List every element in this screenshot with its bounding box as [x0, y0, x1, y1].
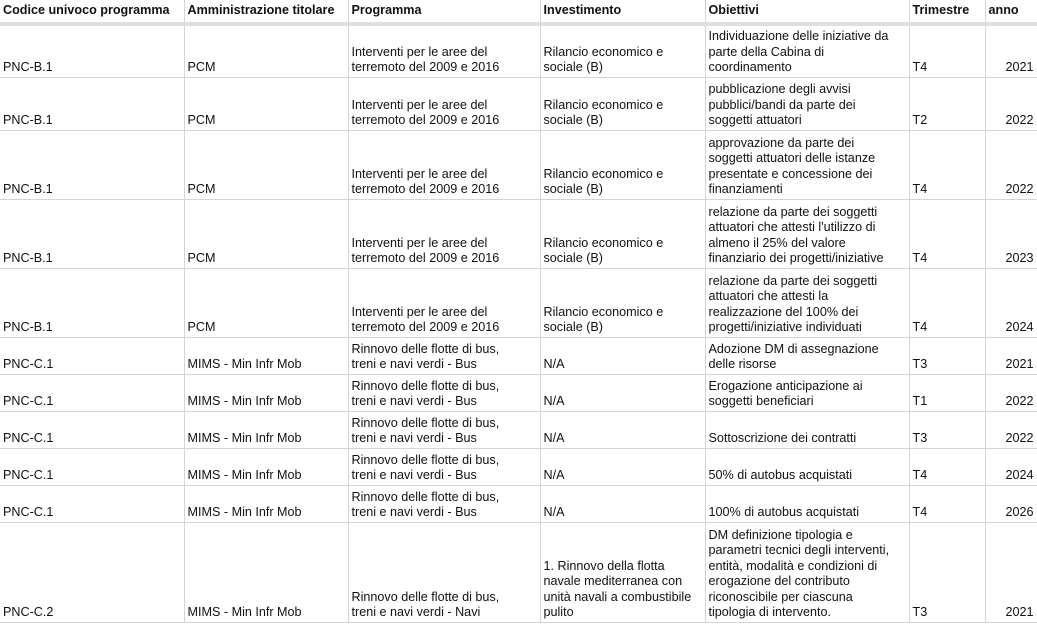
cell-investimento[interactable]: N/A — [540, 448, 705, 485]
table-row — [0, 130, 1037, 199]
cell-anno[interactable]: 2021 — [985, 24, 1037, 77]
cell-programma[interactable]: Rinnovo delle flotte di bus, treni e navi verdi - Bus — [348, 337, 540, 374]
cell-amministrazione[interactable]: MIMS - Min Infr Mob — [184, 411, 348, 448]
cell-obiettivi[interactable]: Erogazione anticipazione ai soggetti beneficiari — [705, 374, 909, 411]
cell-trimestre[interactable]: T4 — [909, 199, 985, 268]
cell-programma[interactable]: Interventi per le aree del terremoto del 2009 e 2016 — [348, 130, 540, 199]
cell-trimestre[interactable]: T3 — [909, 337, 985, 374]
table-row — [0, 268, 1037, 337]
header-row — [0, 0, 1037, 24]
cell-anno[interactable]: 2022 — [985, 130, 1037, 199]
header-amministrazione[interactable]: Amministrazione titolare — [184, 0, 348, 24]
cell-codice[interactable]: PNC-B.1 — [0, 199, 184, 268]
cell-investimento[interactable]: N/A — [540, 411, 705, 448]
cell-trimestre[interactable]: T3 — [909, 522, 985, 622]
cell-investimento[interactable]: Rilancio economico e sociale (B) — [540, 130, 705, 199]
cell-trimestre[interactable]: T4 — [909, 130, 985, 199]
cell-programma[interactable]: Rinnovo delle flotte di bus, treni e navi verdi - Bus — [348, 448, 540, 485]
table-row — [0, 448, 1037, 485]
cell-investimento[interactable]: Rilancio economico e sociale (B) — [540, 77, 705, 130]
cell-obiettivi[interactable]: pubblicazione degli avvisi pubblici/bandi da parte dei soggetti attuatori — [705, 77, 909, 130]
cell-anno[interactable]: 2021 — [985, 337, 1037, 374]
cell-codice[interactable]: PNC-B.1 — [0, 24, 184, 77]
cell-codice[interactable]: PNC-B.1 — [0, 268, 184, 337]
cell-amministrazione[interactable]: MIMS - Min Infr Mob — [184, 374, 348, 411]
cell-codice[interactable]: PNC-C.1 — [0, 485, 184, 522]
cell-trimestre[interactable]: T1 — [909, 374, 985, 411]
cell-trimestre[interactable]: T4 — [909, 485, 985, 522]
cell-codice[interactable]: PNC-C.1 — [0, 411, 184, 448]
cell-amministrazione[interactable]: PCM — [184, 24, 348, 77]
cell-programma[interactable]: Interventi per le aree del terremoto del 2009 e 2016 — [348, 268, 540, 337]
cell-trimestre[interactable]: T4 — [909, 448, 985, 485]
header-codice[interactable]: Codice univoco programma — [0, 0, 184, 24]
cell-amministrazione[interactable]: MIMS - Min Infr Mob — [184, 522, 348, 622]
cell-obiettivi[interactable]: 50% di autobus acquistati — [705, 448, 909, 485]
cell-programma[interactable]: Rinnovo delle flotte di bus, treni e navi verdi - Bus — [348, 411, 540, 448]
header-obiettivi[interactable]: Obiettivi — [705, 0, 909, 24]
header-trimestre[interactable]: Trimestre — [909, 0, 985, 24]
table-row — [0, 337, 1037, 374]
cell-anno[interactable]: 2026 — [985, 485, 1037, 522]
cell-anno[interactable]: 2022 — [985, 77, 1037, 130]
cell-obiettivi[interactable]: 100% di autobus acquistati — [705, 485, 909, 522]
cell-obiettivi[interactable]: approvazione da parte dei soggetti attuatori delle istanze presentate e concessione dei finanziamenti — [705, 130, 909, 199]
cell-trimestre[interactable]: T2 — [909, 77, 985, 130]
cell-programma[interactable]: Rinnovo delle flotte di bus, treni e navi verdi - Bus — [348, 374, 540, 411]
cell-obiettivi[interactable]: Individuazione delle iniziative da parte della Cabina di coordinamento — [705, 24, 909, 77]
header-investimento[interactable]: Investimento — [540, 0, 705, 24]
cell-obiettivi[interactable]: Sottoscrizione dei contratti — [705, 411, 909, 448]
cell-programma[interactable]: Rinnovo delle flotte di bus, treni e navi verdi - Bus — [348, 485, 540, 522]
table-row — [0, 411, 1037, 448]
cell-investimento[interactable]: N/A — [540, 485, 705, 522]
cell-anno[interactable]: 2021 — [985, 522, 1037, 622]
cell-amministrazione[interactable]: PCM — [184, 130, 348, 199]
header-anno[interactable]: anno — [985, 0, 1037, 24]
cell-codice[interactable]: PNC-B.1 — [0, 77, 184, 130]
cell-investimento[interactable]: Rilancio economico e sociale (B) — [540, 268, 705, 337]
cell-codice[interactable]: PNC-C.1 — [0, 374, 184, 411]
cell-codice[interactable]: PNC-C.2 — [0, 522, 184, 622]
cell-investimento[interactable]: Rilancio economico e sociale (B) — [540, 199, 705, 268]
table-row — [0, 374, 1037, 411]
cell-anno[interactable]: 2024 — [985, 448, 1037, 485]
cell-anno[interactable]: 2022 — [985, 374, 1037, 411]
cell-obiettivi[interactable]: DM definizione tipologia e parametri tecnici degli interventi, entità, modalità e condizioni di erogazione del contributo riconoscibile per ciascuna tipologia di intervento. — [705, 522, 909, 622]
cell-codice[interactable]: PNC-C.1 — [0, 448, 184, 485]
cell-obiettivi[interactable]: Adozione DM di assegnazione delle risorse — [705, 337, 909, 374]
table-row — [0, 77, 1037, 130]
cell-investimento[interactable]: 1. Rinnovo della flotta navale mediterranea con unità navali a combustibile pulito — [540, 522, 705, 622]
table-row — [0, 485, 1037, 522]
cell-investimento[interactable]: N/A — [540, 374, 705, 411]
cell-obiettivi[interactable]: relazione da parte dei soggetti attuatori che attesti la realizzazione del 100% dei progetti/iniziative individuati — [705, 268, 909, 337]
cell-investimento[interactable]: Rilancio economico e sociale (B) — [540, 24, 705, 77]
cell-amministrazione[interactable]: PCM — [184, 268, 348, 337]
table-row — [0, 199, 1037, 268]
cell-programma[interactable]: Rinnovo delle flotte di bus, treni e navi verdi - Navi — [348, 522, 540, 622]
table-row — [0, 24, 1037, 77]
cell-codice[interactable]: PNC-B.1 — [0, 130, 184, 199]
header-programma[interactable]: Programma — [348, 0, 540, 24]
cell-programma[interactable]: Interventi per le aree del terremoto del 2009 e 2016 — [348, 24, 540, 77]
cell-investimento[interactable]: N/A — [540, 337, 705, 374]
cell-anno[interactable]: 2023 — [985, 199, 1037, 268]
cell-trimestre[interactable]: T4 — [909, 24, 985, 77]
cell-amministrazione[interactable]: MIMS - Min Infr Mob — [184, 448, 348, 485]
table-row — [0, 522, 1037, 622]
cell-programma[interactable]: Interventi per le aree del terremoto del 2009 e 2016 — [348, 77, 540, 130]
cell-trimestre[interactable]: T4 — [909, 268, 985, 337]
cell-programma[interactable]: Interventi per le aree del terremoto del 2009 e 2016 — [348, 199, 540, 268]
cell-anno[interactable]: 2022 — [985, 411, 1037, 448]
cell-amministrazione[interactable]: MIMS - Min Infr Mob — [184, 485, 348, 522]
cell-codice[interactable]: PNC-C.1 — [0, 337, 184, 374]
cell-obiettivi[interactable]: relazione da parte dei soggetti attuatori che attesti l'utilizzo di almeno il 25% del valore finanziario dei progetti/iniziative — [705, 199, 909, 268]
cell-amministrazione[interactable]: PCM — [184, 199, 348, 268]
cell-anno[interactable]: 2024 — [985, 268, 1037, 337]
cell-amministrazione[interactable]: PCM — [184, 77, 348, 130]
cell-trimestre[interactable]: T3 — [909, 411, 985, 448]
cell-amministrazione[interactable]: MIMS - Min Infr Mob — [184, 337, 348, 374]
